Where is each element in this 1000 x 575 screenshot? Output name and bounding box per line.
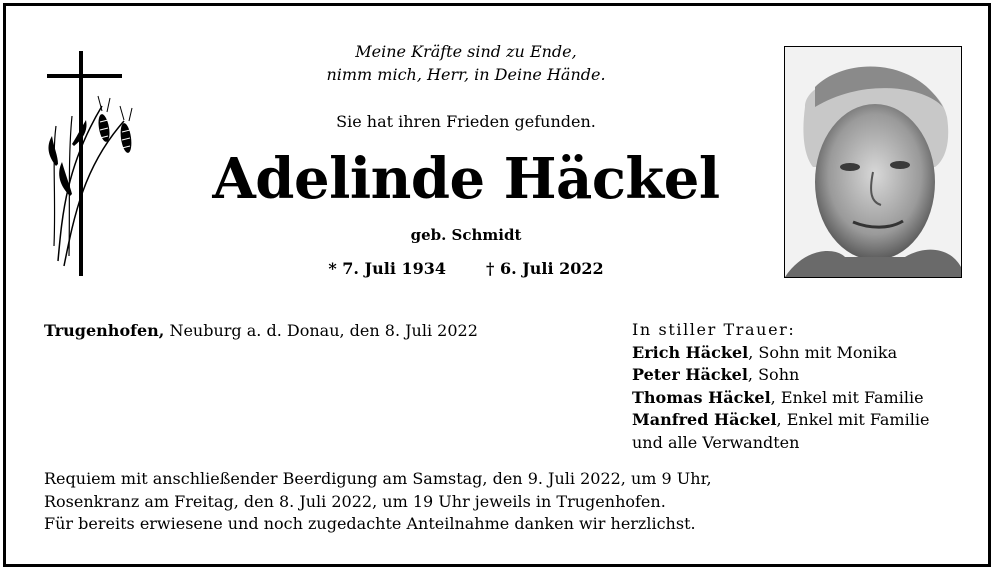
service-line-2: Rosenkranz am Freitag, den 8. Juli 2022, um 19 Uhr jeweils in Trugenhofen. xyxy=(44,491,666,511)
mourner-relation: , Enkel mit Familie xyxy=(770,387,924,407)
service-info xyxy=(44,468,712,536)
mourner-relation: , Sohn xyxy=(747,365,800,384)
quote-line-2: nimm mich, Herr, in Deine Hände. xyxy=(326,65,606,84)
mourner-name: Thomas Häckel xyxy=(632,387,771,407)
mourner-item xyxy=(632,409,929,432)
mourner-item xyxy=(632,387,929,410)
place-date xyxy=(44,321,478,340)
mourner-name: Peter Häckel xyxy=(632,365,748,384)
peace-text: Sie hat ihren Frieden gefunden. xyxy=(336,112,596,131)
maiden-name: geb. Schmidt xyxy=(410,226,522,244)
obituary-notice xyxy=(3,3,991,567)
mourners-closing: und alle Verwandten xyxy=(632,432,800,452)
portrait-photo xyxy=(784,46,962,278)
birth-date: * 7. Juli 1934 xyxy=(328,259,446,278)
mourner-relation: , Enkel mit Familie xyxy=(776,410,930,429)
place-town: Trugenhofen, xyxy=(44,321,165,340)
mourner-name: Erich Häckel xyxy=(632,342,749,362)
cross-with-wheat-icon xyxy=(44,46,134,281)
deceased-name: Adelinde Häckel xyxy=(212,146,720,212)
quote-line-1: Meine Kräfte sind zu Ende, xyxy=(355,42,577,61)
mourners-heading: In stiller Trauer: xyxy=(632,320,796,339)
life-dates xyxy=(186,259,746,278)
place-rest: Neuburg a. d. Donau, den 8. Juli 2022 xyxy=(164,321,478,340)
quote xyxy=(186,40,746,86)
death-date: † 6. Juli 2022 xyxy=(486,259,604,278)
service-line-3: Für bereits erwiesene und noch zugedachte Anteilnahme danken wir herzlichst. xyxy=(44,514,696,533)
mourner-relation: , Sohn mit Monika xyxy=(748,342,898,362)
mourners-block xyxy=(632,319,929,454)
service-line-1: Requiem mit anschließender Beerdigung am Samstag, den 9. Juli 2022, um 9 Uhr, xyxy=(44,469,712,488)
mourner-item xyxy=(632,364,929,387)
mourner-name: Manfred Häckel xyxy=(632,410,777,429)
mourner-item xyxy=(632,342,929,365)
